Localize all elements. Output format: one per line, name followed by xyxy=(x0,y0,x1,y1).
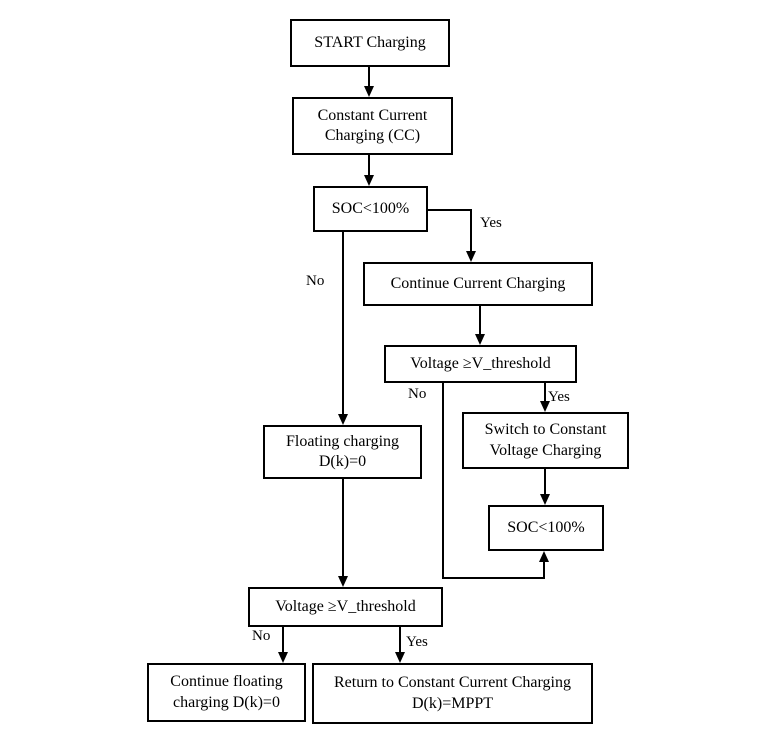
edge-continuecc-voltage-line xyxy=(479,306,481,335)
edge-voltageb-yes-line xyxy=(399,627,401,653)
edge-voltage-no-hline xyxy=(442,577,545,579)
edge-voltageb-no-line xyxy=(282,627,284,653)
edge-voltageb-no-arrowhead-icon xyxy=(278,652,288,663)
node-voltage-threshold-check-right: Voltage ≥V_threshold xyxy=(384,345,577,383)
node-voltage-threshold-check-bottom: Voltage ≥V_threshold xyxy=(248,587,443,627)
edge-label-voltage-right-no: No xyxy=(408,386,427,402)
edge-start-cc-arrowhead-icon xyxy=(364,86,374,97)
node-soc-check-2: SOC<100% xyxy=(488,505,604,551)
node-start-charging: START Charging xyxy=(290,19,450,67)
node-return-to-constant-current: Return to Constant Current Charging D(k)=MPPT xyxy=(312,663,593,724)
node-switch-to-constant-voltage: Switch to Constant Voltage Charging xyxy=(462,412,629,469)
node-continue-current-charging: Continue Current Charging xyxy=(363,262,593,306)
edge-label-soc1-no: No xyxy=(306,273,325,289)
edge-voltage-no-upline xyxy=(543,561,545,578)
edge-soc1-no-arrowhead-icon xyxy=(338,414,348,425)
node-floating-charging: Floating charging D(k)=0 xyxy=(263,425,422,479)
edge-continuecc-voltage-arrowhead-icon xyxy=(475,334,485,345)
edge-soc1-no-line xyxy=(342,232,344,415)
node-constant-current-charging: Constant Current Charging (CC) xyxy=(292,97,453,155)
node-soc-check-1: SOC<100% xyxy=(313,186,428,232)
edge-soc1-yes-hline xyxy=(428,209,472,211)
edge-label-voltage-bottom-yes: Yes xyxy=(406,634,428,650)
edge-floating-voltage-arrowhead-icon xyxy=(338,576,348,587)
edge-soc1-yes-arrowhead-icon xyxy=(466,251,476,262)
edge-switchcv-soc2-arrowhead-icon xyxy=(540,494,550,505)
edge-start-cc-line xyxy=(368,67,370,87)
node-continue-floating-charging: Continue floating charging D(k)=0 xyxy=(147,663,306,722)
edge-soc1-yes-vline xyxy=(470,209,472,252)
edge-label-voltage-bottom-no: No xyxy=(252,628,271,644)
edge-cc-soc1-line xyxy=(368,155,370,176)
edge-switchcv-soc2-line xyxy=(544,469,546,495)
edge-voltage-no-vline xyxy=(442,383,444,579)
edge-floating-voltage-line xyxy=(342,479,344,577)
edge-voltage-yes-line xyxy=(544,383,546,402)
edge-cc-soc1-arrowhead-icon xyxy=(364,175,374,186)
edge-voltage-no-arrowhead-icon xyxy=(539,551,549,562)
edge-label-soc1-yes: Yes xyxy=(480,215,502,231)
edge-label-voltage-right-yes: Yes xyxy=(548,389,570,405)
edge-voltageb-yes-arrowhead-icon xyxy=(395,652,405,663)
